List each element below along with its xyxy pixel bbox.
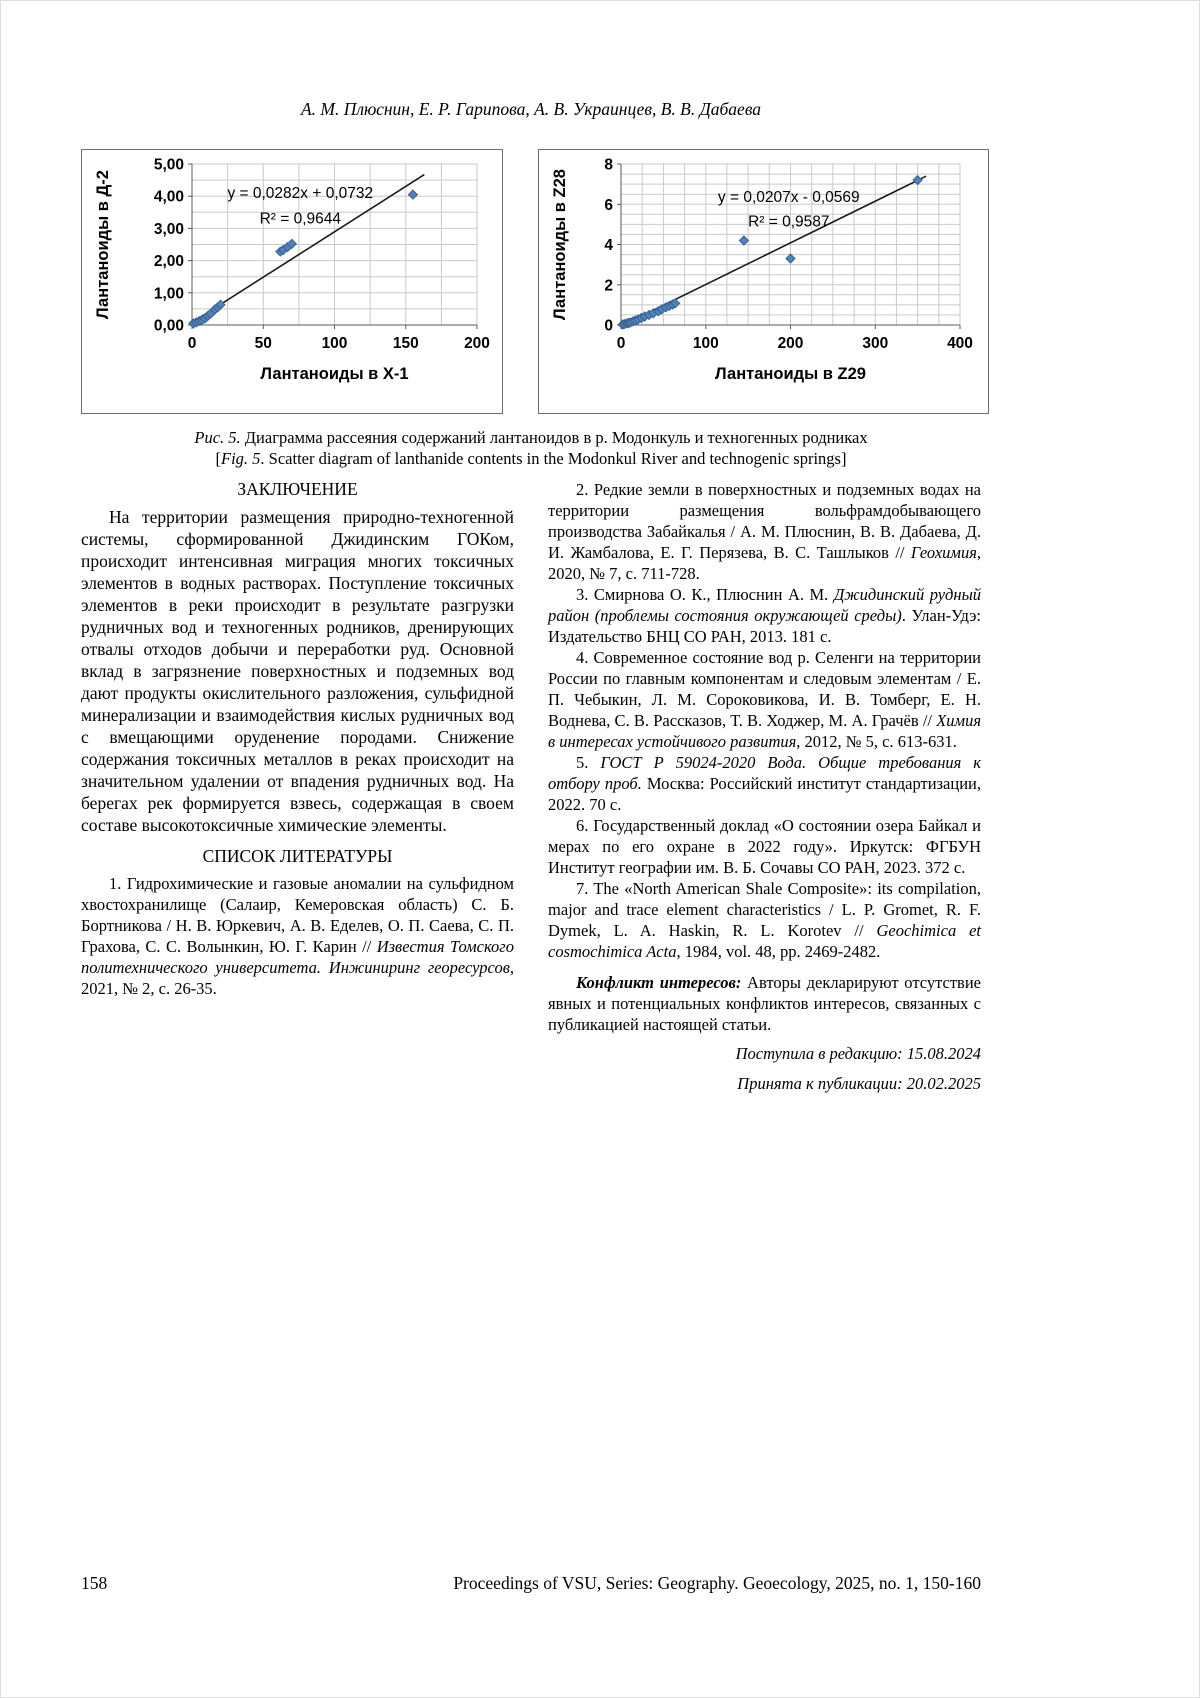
svg-text:R² = 0,9644: R² = 0,9644	[259, 210, 342, 228]
reference-item: 7. The «North American Shale Composite»: its compilation, major and trace element characteristics / L. P. Gromet, R. F. Dymek, L. A. Haskin, R. L. Korotev // Geochimica et cosmochimica Acta, 1984, vol. 48, pp. 2469-2482.	[548, 879, 981, 961]
svg-text:200: 200	[777, 335, 804, 352]
reference-item: 3. Смирнова О. К., Плюснин А. М. Джидинский рудный район (проблемы состояния окружающей среды). Улан-Удэ: Издательство БНЦ СО РАН, 2013. 181 с.	[548, 585, 982, 646]
journal-footer-line: Proceedings of VSU, Series: Geography. Geoecology, 2025, no. 1, 150-160	[453, 1573, 981, 1593]
svg-text:Лантаноиды в Z28: Лантаноиды в Z28	[551, 169, 569, 320]
reference-item: 5. ГОСТ Р 59024-2020 Вода. Общие требования к отбору проб. Москва: Российский институт стандартизации, 2022. 70 с.	[548, 753, 981, 814]
figure-caption-ru: Рис. 5. Диаграмма рассеяния содержаний лантаноидов в р. Модонкуль и техногенных родниках	[194, 428, 868, 447]
figure-caption	[81, 427, 981, 469]
references-heading: СПИСОК ЛИТЕРАТУРЫ	[202, 846, 393, 866]
svg-text:0: 0	[616, 335, 626, 352]
svg-text:3,00: 3,00	[153, 220, 184, 238]
received-date-line: Поступила в редакцию: 15.08.2024	[735, 1044, 981, 1063]
svg-text:0,00: 0,00	[153, 317, 184, 335]
svg-text:Лантаноиды в Z29: Лантаноиды в Z29	[715, 365, 866, 383]
svg-text:100: 100	[321, 335, 348, 352]
svg-text:1,00: 1,00	[153, 285, 184, 303]
accepted-date-line: Принята к публикации: 20.02.2025	[737, 1074, 981, 1093]
references-list-right	[548, 479, 981, 962]
authors-line: А. М. Плюснин, Е. Р. Гарипова, А. В. Украинцев, В. В. Дабаева	[300, 99, 762, 119]
svg-text:8: 8	[604, 156, 613, 174]
svg-text:y = 0,0207x - 0,0569: y = 0,0207x - 0,0569	[717, 189, 860, 207]
svg-text:100: 100	[692, 335, 719, 352]
scatter-chart-z28-vs-z29	[538, 149, 989, 414]
svg-text:0: 0	[187, 335, 197, 352]
svg-text:4,00: 4,00	[153, 188, 184, 206]
page-number: 158	[81, 1573, 108, 1593]
svg-text:5,00: 5,00	[153, 156, 184, 174]
conclusion-paragraph: На территории размещения природно-техногенной системы, сформированной Джидинским ГОКом, происходит интенсивная миграция многих токсичных элементов в водных растворах. Поступление токсичных элементов в реки происходит в результате разгрузки рудничных вод и техногенных родников, дренирующих отвалы отходов добычи и переработки руд. Основной вклад в загрязнение поверхностных и подземных вод дают продукты окислительного разложения, сульфидной минерализации и взаимодействия кислых рудничных вод с вмещающими оруденение породами. Снижение содержания токсичных металлов в реках происходит на значительном удалении от впадения рудничных вод. На берегах рек формируется взвесь, содержащая в своем составе высокотоксичные химические элементы.	[81, 507, 514, 835]
svg-text:R² = 0,9587: R² = 0,9587	[748, 213, 830, 231]
reference-item: 2. Редкие земли в поверхностных и подземных водах на территории размещения вольфрамдобывающего производства Забайкалья / А. М. Плюснин, В. В. Дабаева, Д. И. Жамбалова, Е. Г. Перязева, В. С. Ташлыков // Геохимия, 2020, № 7, с. 711-728.	[548, 480, 981, 583]
reference-item: 4. Современное состояние вод р. Селенги на территории России по главным компонентам и следовым элементам / Е. П. Чебыкин, Л. М. Сороковикова, И. В. Томберг, Е. Н. Воднева, С. В. Рассказов, Т. В. Ходжер, М. А. Грачёв // Химия в интересах устойчивого развития, 2012, № 5, с. 613-631.	[548, 648, 981, 751]
conflict-of-interest-note: Конфликт интересов: Авторы декларируют отсутствие явных и потенциальных конфликтов интересов, связанных с публикацией настоящей статьи.	[548, 973, 981, 1034]
svg-text:150: 150	[392, 335, 419, 352]
svg-text:300: 300	[862, 335, 889, 352]
svg-text:0: 0	[604, 317, 613, 335]
reference-item: 1. Гидрохимические и газовые аномалии на сульфидном хвостохранилище (Салаир, Кемеровская область) С. Б. Бортникова / Н. В. Юркевич, А. В. Еделев, О. П. Саева, С. П. Грахова, С. С. Волынкин, Ю. Г. Карин // Известия Томского политехнического университета. Инжиниринг георесурсов, 2021, № 2, с. 26-35.	[81, 874, 514, 998]
svg-text:400: 400	[947, 335, 973, 352]
reference-item: 6. Государственный доклад «О состоянии озера Байкал и мерах по его охране в 2022 году». Иркутск: ФГБУН Институт географии им. В. Б. Сочавы СО РАН, 2023. 372 с.	[548, 816, 981, 877]
svg-text:50: 50	[254, 335, 272, 352]
svg-text:Лантаноиды в Х-1: Лантаноиды в Х-1	[260, 365, 409, 383]
conclusion-heading: ЗАКЛЮЧЕНИЕ	[237, 479, 358, 499]
references-list-left	[81, 873, 514, 999]
svg-text:y = 0,0282x + 0,0732: y = 0,0282x + 0,0732	[227, 184, 374, 202]
page-footer	[81, 1573, 981, 1594]
svg-text:4: 4	[604, 237, 613, 254]
left-column	[81, 479, 514, 1095]
svg-text:6: 6	[604, 196, 613, 214]
svg-text:2: 2	[604, 277, 613, 295]
svg-text:Лантаноиды в Д-2: Лантаноиды в Д-2	[94, 170, 112, 319]
svg-text:200: 200	[464, 335, 490, 352]
two-column-body	[81, 479, 981, 1095]
right-column	[548, 479, 981, 1095]
figure-caption-en: [Fig. 5. Scatter diagram of lanthanide contents in the Modonkul River and technogenic springs]	[215, 449, 847, 468]
scatter-chart-d2-vs-x1	[81, 149, 503, 414]
svg-text:2,00: 2,00	[153, 253, 184, 271]
